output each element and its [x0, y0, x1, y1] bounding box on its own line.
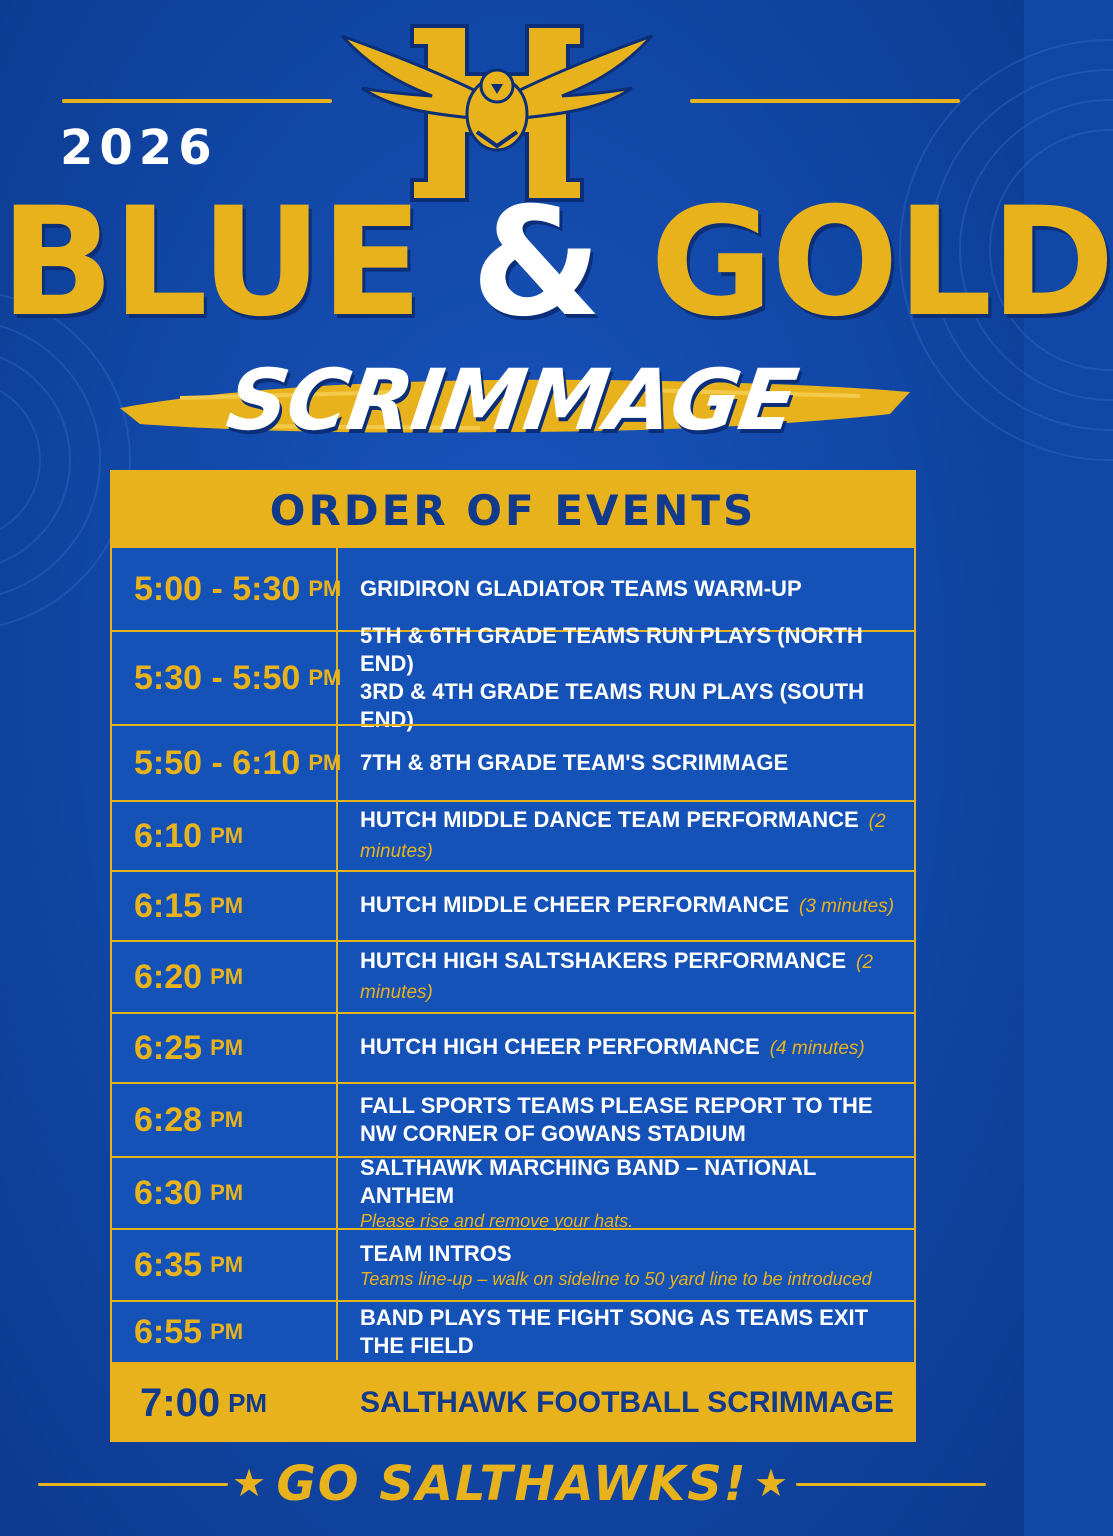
event-duration-note: (2 minutes) [360, 811, 886, 862]
event-time [134, 1158, 243, 1228]
event-description [360, 942, 904, 1012]
event-title: HUTCH MIDDLE CHEER PERFORMANCE [360, 892, 789, 917]
time-value: 6:10 [134, 816, 203, 855]
table-row [112, 800, 914, 870]
time-period: PM [308, 576, 342, 601]
time-value: 7:00 [140, 1380, 221, 1425]
event-description [360, 1014, 904, 1082]
time-value: 6:25 [134, 1028, 203, 1067]
time-period: PM [210, 823, 244, 848]
time-value: 6:35 [134, 1245, 203, 1284]
time-value: 6:20 [134, 957, 203, 996]
event-title: HUTCH HIGH CHEER PERFORMANCE [360, 1034, 760, 1059]
time-period: PM [210, 1319, 244, 1344]
event-title: SALTHAWK FOOTBALL SCRIMMAGE [360, 1386, 894, 1419]
event-description [360, 1364, 904, 1442]
time-period: PM [308, 665, 342, 690]
time-value: 5:30 - 5:50 [134, 658, 301, 697]
table-row [112, 546, 914, 630]
time-period: PM [210, 964, 244, 989]
event-duration-note: (2 minutes) [360, 952, 873, 1003]
table-row-final [112, 1362, 914, 1442]
table-row [112, 623, 914, 732]
event-description [360, 1155, 904, 1231]
time-value: 5:00 - 5:30 [134, 569, 301, 608]
event-time [134, 802, 243, 870]
event-title-line2: NW CORNER OF GOWANS STADIUM [360, 1121, 746, 1146]
poster-subtitle: SCRIMMAGE [221, 351, 803, 449]
event-description [360, 1084, 904, 1156]
title-gold-word: GOLD [650, 176, 1113, 350]
event-title: HUTCH MIDDLE DANCE TEAM PERFORMANCE [360, 807, 859, 832]
top-rule-right [690, 99, 960, 103]
event-title: FALL SPORTS TEAMS PLEASE REPORT TO THE [360, 1093, 873, 1118]
event-duration-note: (4 minutes) [769, 1038, 865, 1059]
event-description [360, 623, 904, 732]
time-period: PM [210, 1035, 244, 1060]
table-row [112, 1082, 914, 1156]
time-value: 6:30 [134, 1173, 203, 1212]
event-instruction: Please rise and remove your hats. [360, 1211, 634, 1231]
event-description [360, 1302, 904, 1362]
event-time [140, 1364, 267, 1442]
event-description [360, 1230, 904, 1300]
table-row [112, 1155, 914, 1231]
table-row [112, 940, 914, 1012]
time-period: PM [210, 1107, 244, 1132]
table-header: ORDER OF EVENTS [112, 472, 914, 546]
star-icon: ★ [754, 1463, 789, 1505]
time-value: 5:50 - 6:10 [134, 743, 301, 782]
event-instruction: Teams line-up – walk on sideline to 50 yard line to be introduced [360, 1269, 872, 1289]
time-period: PM [308, 750, 342, 775]
star-icon: ★ [232, 1463, 267, 1505]
event-title: TEAM INTROS [360, 1241, 512, 1266]
event-year: 2026 [60, 120, 218, 176]
event-time [134, 726, 341, 800]
event-time [134, 632, 341, 724]
order-of-events-table [110, 470, 916, 1442]
time-value: 6:15 [134, 886, 203, 925]
time-period: PM [228, 1387, 268, 1418]
event-title: HUTCH HIGH SALTSHAKERS PERFORMANCE [360, 948, 847, 973]
event-duration-note: (3 minutes) [799, 896, 895, 917]
event-title: 7TH & 8TH GRADE TEAM'S SCRIMMAGE [360, 750, 789, 775]
event-description [360, 802, 904, 870]
event-time [134, 1302, 243, 1362]
event-title: BAND PLAYS THE FIGHT SONG AS TEAMS EXIT THE FIELD [360, 1305, 869, 1358]
event-description [360, 726, 904, 800]
event-time [134, 548, 341, 630]
time-period: PM [210, 893, 244, 918]
event-time [134, 1014, 243, 1082]
event-description [360, 872, 904, 940]
top-rule-left [62, 99, 332, 103]
title-blue-word: BLUE [0, 176, 421, 350]
title-ampersand: & [471, 176, 600, 350]
event-title: GRIDIRON GLADIATOR TEAMS WARM-UP [360, 576, 802, 601]
footer-slogan: GO SALTHAWKS! [276, 1456, 748, 1512]
time-period: PM [210, 1180, 244, 1205]
event-title: SALTHAWK MARCHING BAND – NATIONAL ANTHEM [360, 1155, 816, 1208]
event-time [134, 942, 243, 1012]
event-title-line2: 3RD & 4TH GRADE TEAMS RUN PLAYS (SOUTH END) [360, 679, 865, 732]
event-title: 5TH & 6TH GRADE TEAMS RUN PLAYS (NORTH END) [360, 623, 863, 676]
table-row [112, 1300, 914, 1362]
event-time [134, 1084, 243, 1156]
event-description [360, 548, 904, 630]
time-value: 6:55 [134, 1312, 203, 1351]
poster-title [0, 176, 1113, 350]
table-row [112, 870, 914, 940]
event-time [134, 1230, 243, 1300]
time-period: PM [210, 1252, 244, 1277]
table-row [112, 1228, 914, 1300]
table-row [112, 724, 914, 800]
event-time [134, 872, 243, 940]
time-value: 6:28 [134, 1100, 203, 1139]
table-row [112, 1012, 914, 1082]
